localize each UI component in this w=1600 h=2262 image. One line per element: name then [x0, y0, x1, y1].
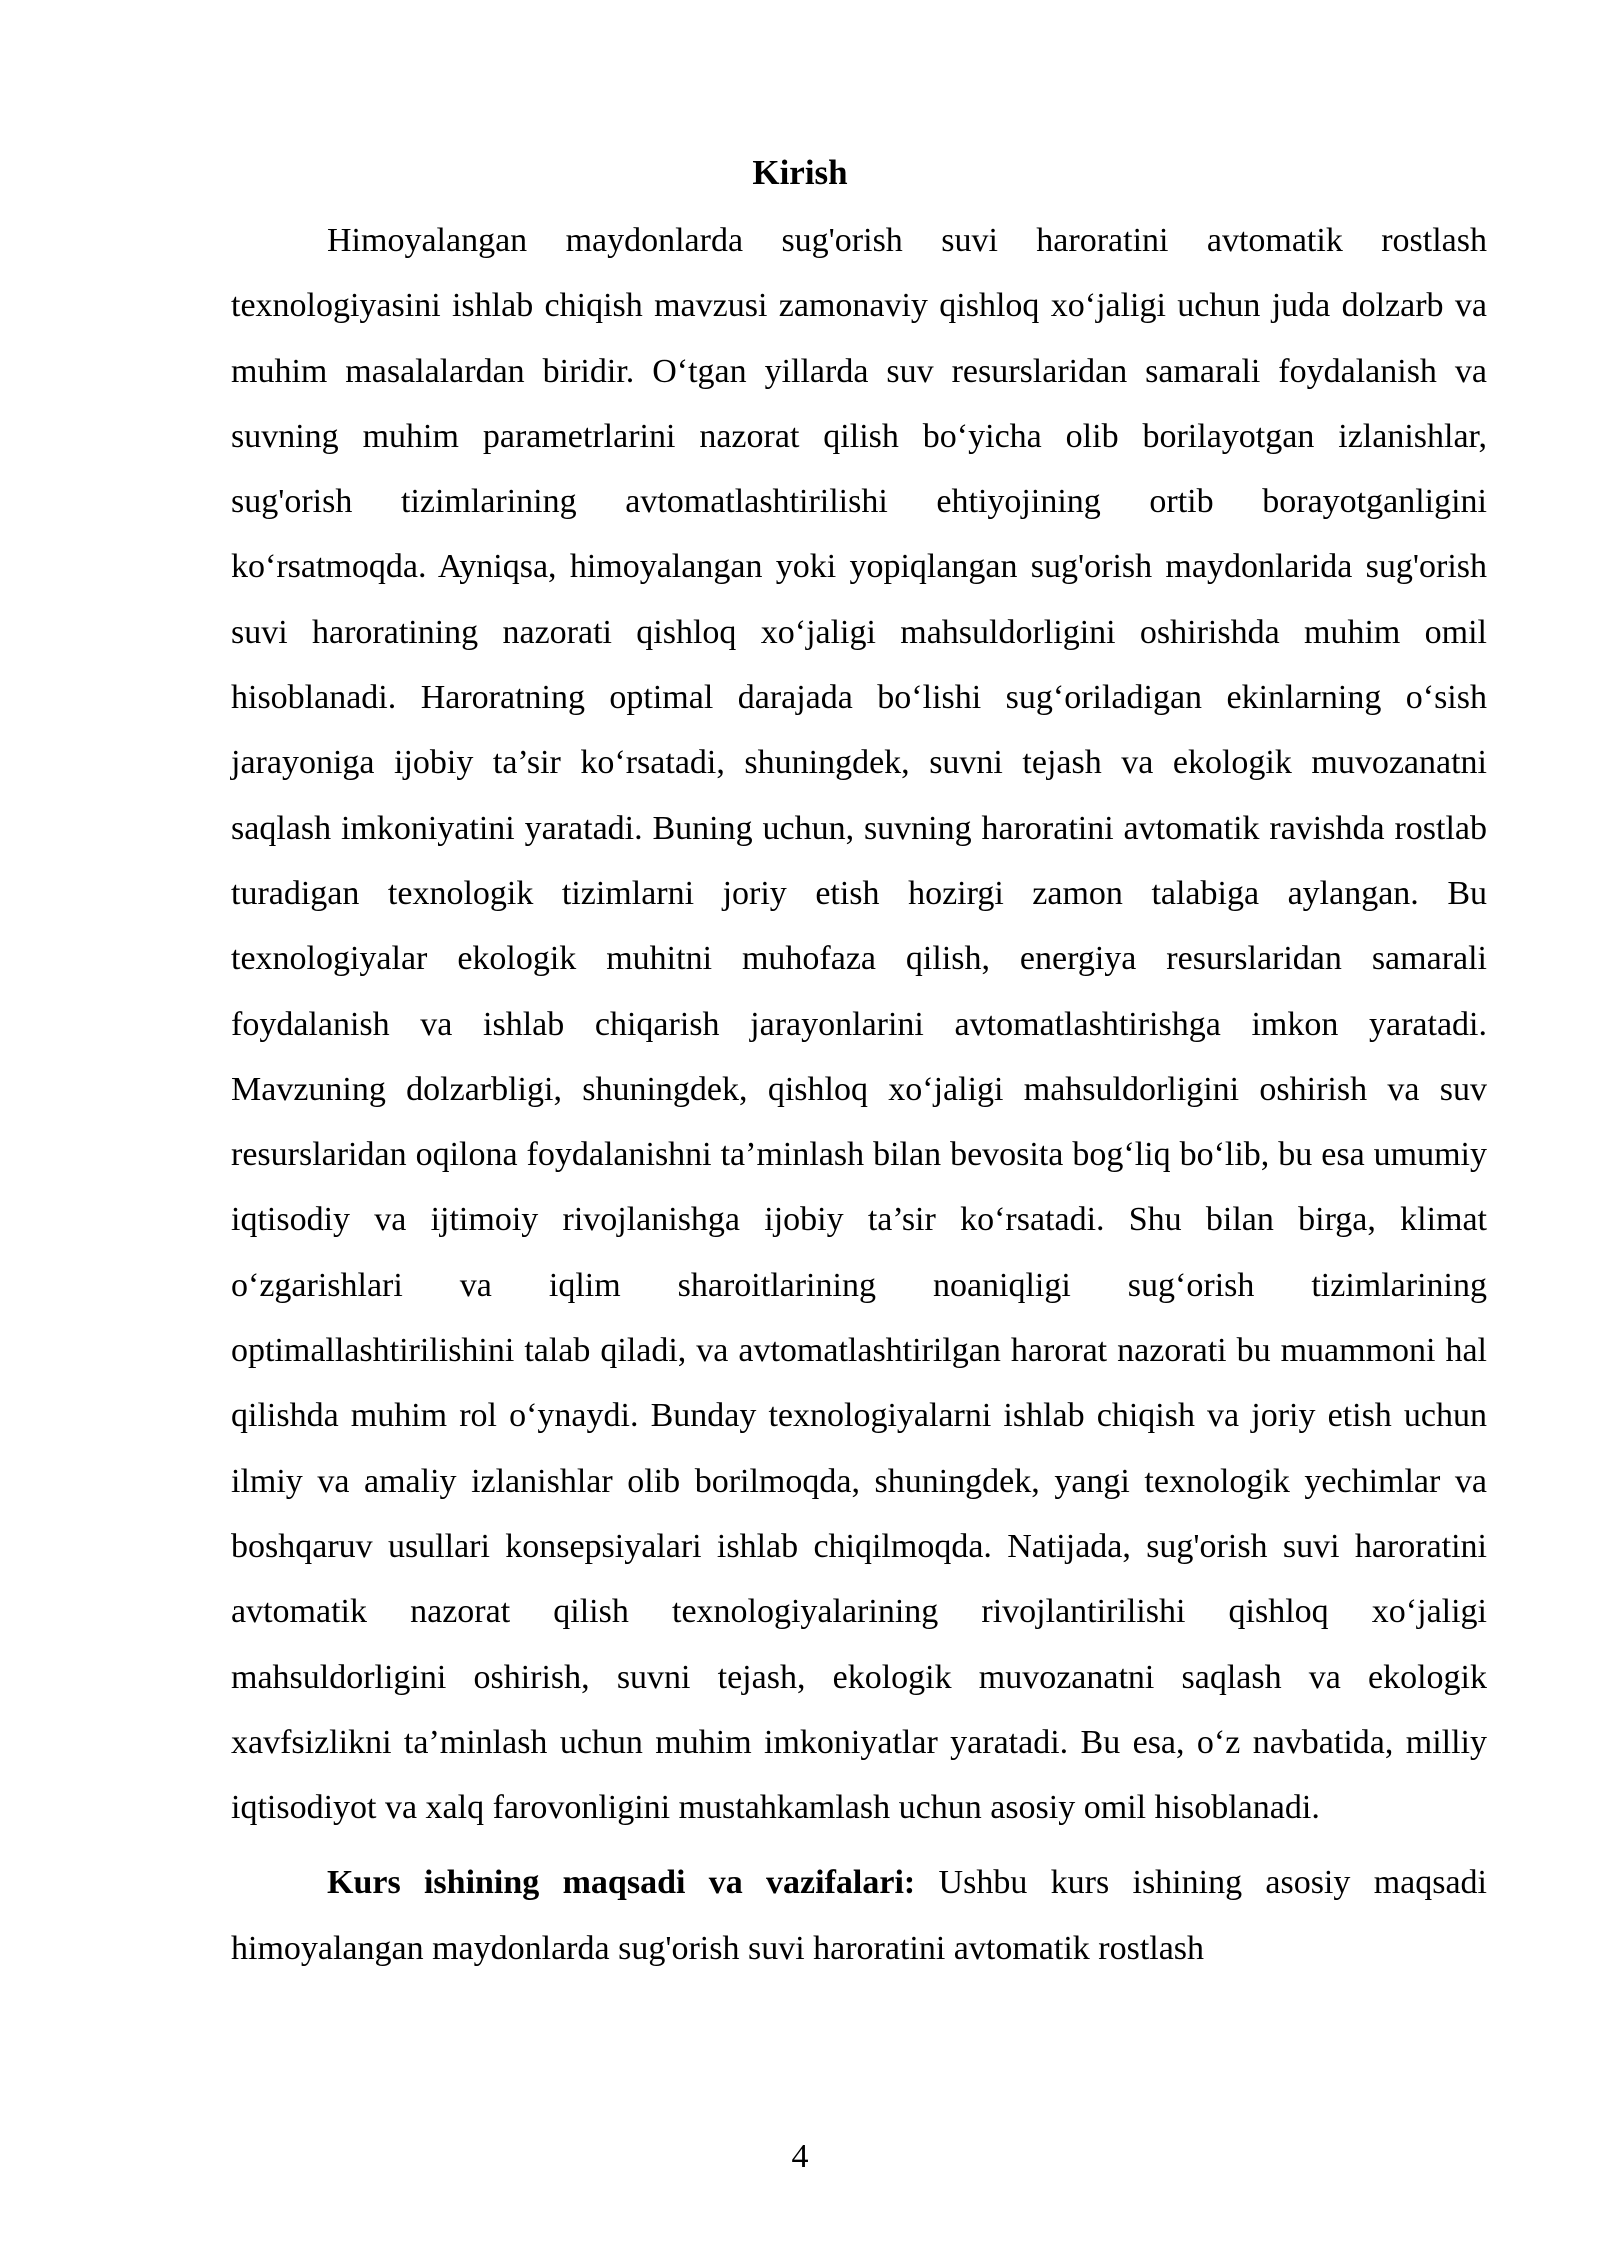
page-number: 4: [791, 2138, 809, 2175]
intro-paragraph: Himoyalangan maydonlarda sug'orish suvi haroratini avtomatik rostlash texnologiyasini ishlab chiqish mavzusi zamonaviy qishloq xo‘jaligi uchun juda dolzarb va muhim masalalardan biridir. O‘tgan yillarda suv resurslaridan samarali foydalanish va suvning muhim parametrlarini nazorat qilish bo‘yicha olib borilayotgan izlanishlar, sug'orish tizimlarining avtomatlashtirilishi ehtiyojining ortib borayotganligini ko‘rsatmoqda. Ayniqsa, himoyalangan yoki yopiqlangan sug'orish maydonlarida sug'orish suvi haroratining nazorati qishloq xo‘jaligi mahsuldorligini oshirishda muhim omil hisoblanadi. Haroratning optimal darajada bo‘lishi sug‘oriladigan ekinlarning o‘sish jarayoniga ijobiy ta’sir ko‘rsatadi, shuningdek, suvni tejash va ekologik muvozanatni saqlash imkoniyatini yaratadi. Buning uchun, suvning haroratini avtomatik ravishda rostlab turadigan texnologik tizimlarni joriy etish hozirgi zamon talabiga aylangan. Bu texnologiyalar ekologik muhitni muhofaza qilish, energiya resurslaridan samarali foydalanish va ishlab chiqarish jarayonlarini avtomatlashtirishga imkon yaratadi. Mavzuning dolzarbligi, shuningdek, qishloq xo‘jaligi mahsuldorligini oshirish va suv resurslaridan oqilona foydalanishni ta’minlash bilan bevosita bog‘liq bo‘lib, bu esa umumiy iqtisodiy va ijtimoiy rivojlanishga ijobiy ta’sir ko‘rsatadi. Shu bilan birga, klimat o‘zgarishlari va iqlim sharoitlarining noaniqligi sug‘orish tizimlarining optimallashtirilishini talab qiladi, va avtomatlashtirilgan harorat nazorati bu muammoni hal qilishda muhim rol o‘ynaydi. Bunday texnologiyalarni ishlab chiqish va joriy etish uchun ilmiy va amaliy izlanishlar olib borilmoqda, shuningdek, yangi texnologik yechimlar va boshqaruv usullari konsepsiyalari ishlab chiqilmoqda. Natijada, sug'orish suvi haroratini avtomatik nazorat qilish texnologiyalarining rivojlantirilishi qishloq xo‘jaligi mahsuldorligini oshirish, suvni tejash, ekologik muvozanatni saqlash va ekologik xavfsizlikni ta’minlash uchun muhim imkoniyatlar yaratadi. Bu esa, o‘z navbatida, milliy iqtisodiyot va xalq farovonligini mustahkamlash uchun asosiy omil hisoblanadi.: [231, 222, 1487, 1827]
section-heading: Kirish: [752, 153, 848, 192]
goals-paragraph: [231, 1850, 1487, 1981]
goals-bold-lead: Kurs ishining maqsadi va vazifalari:: [327, 1864, 916, 1902]
goals-paragraph-text: Ushbu kurs ishining asosiy maqsadi himoyalangan maydonlarda sug'orish suvi haroratini avtomatik rostlash: [231, 1864, 1487, 1967]
body-text: [231, 208, 1487, 1981]
